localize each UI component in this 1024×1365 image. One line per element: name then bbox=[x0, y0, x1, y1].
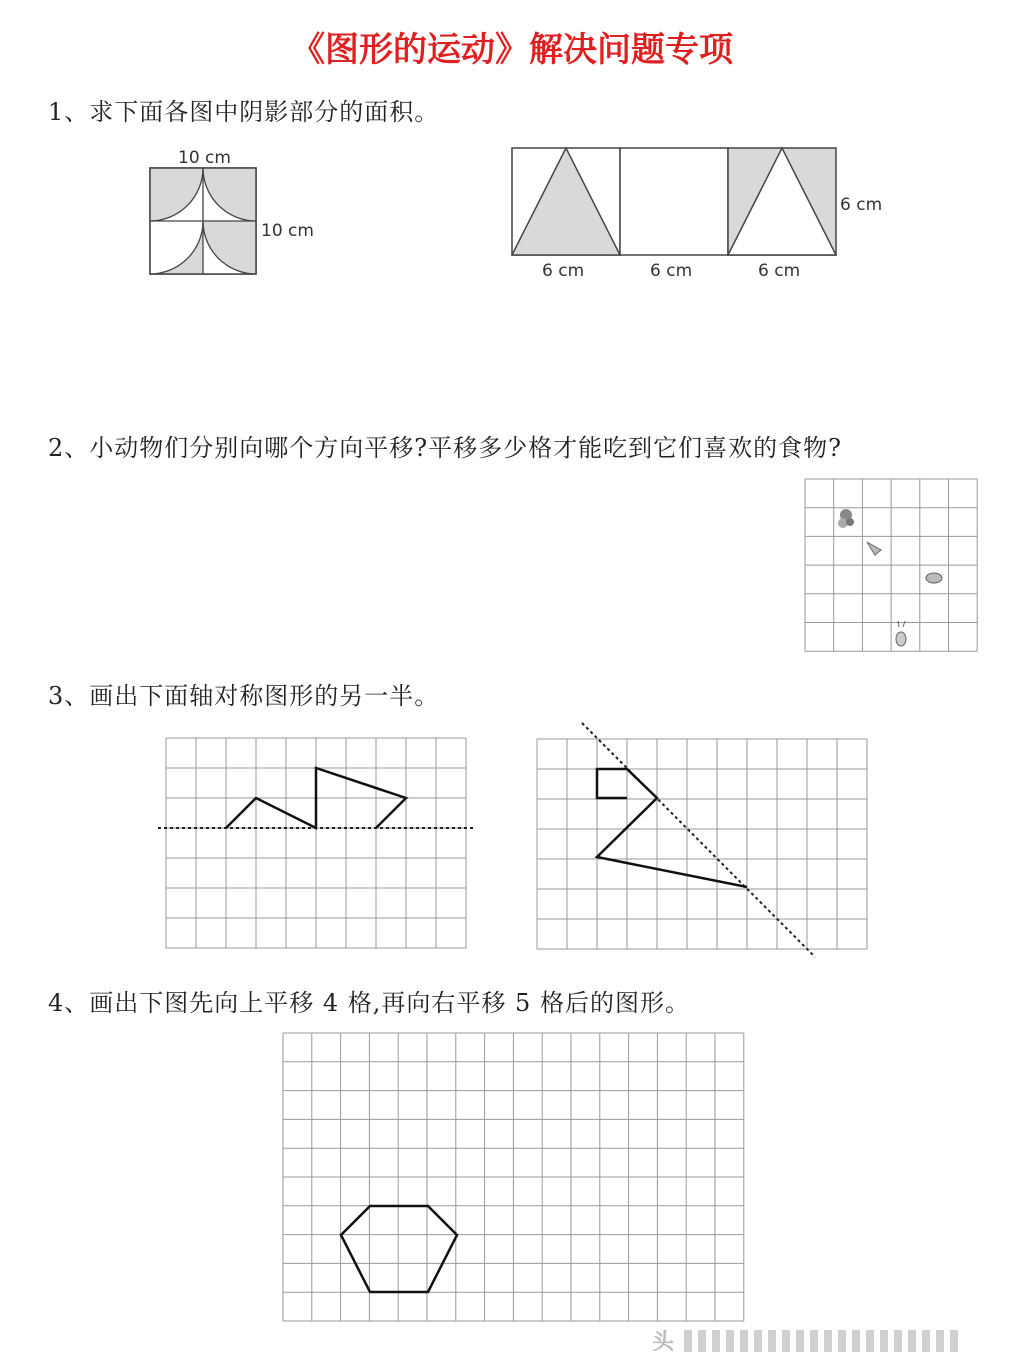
q3-right-grid bbox=[520, 715, 880, 965]
question-1: 1、求下面各图中阴影部分的面积。 bbox=[48, 98, 440, 126]
meat-icon bbox=[926, 573, 942, 583]
question-4: 4、画出下图先向上平移 4 格,再向右平移 5 格后的图形。 bbox=[48, 989, 690, 1017]
symmetry-axis bbox=[582, 723, 815, 957]
page-title: 《图形的运动》解决问题专项 bbox=[291, 30, 733, 70]
q1-left-top-label: 10 cm bbox=[178, 148, 231, 168]
hexagon-shape bbox=[341, 1206, 457, 1292]
q1-square-figure bbox=[140, 140, 340, 290]
q3-left-grid bbox=[150, 730, 480, 955]
q1-right-side-label: 6 cm bbox=[840, 195, 883, 215]
watermark: 头 bbox=[652, 1325, 1012, 1355]
q1-bottom-label-1: 6 cm bbox=[542, 261, 585, 281]
carrot-icon bbox=[867, 542, 881, 555]
question-3: 3、画出下面轴对称图形的另一半。 bbox=[48, 682, 440, 710]
q2-grid bbox=[803, 477, 979, 652]
q4-grid bbox=[280, 1028, 750, 1323]
q1-bottom-label-3: 6 cm bbox=[758, 261, 801, 281]
half-shape bbox=[597, 769, 747, 887]
question-2: 2、小动物们分别向哪个方向平移?平移多少格才能吃到它们喜欢的食物? bbox=[48, 434, 843, 462]
q1-left-side-label: 10 cm bbox=[261, 221, 314, 241]
monkey-icon bbox=[838, 509, 854, 528]
rabbit-icon bbox=[896, 621, 906, 646]
q1-triangles-figure bbox=[505, 140, 895, 290]
q1-bottom-label-2: 6 cm bbox=[650, 261, 693, 281]
